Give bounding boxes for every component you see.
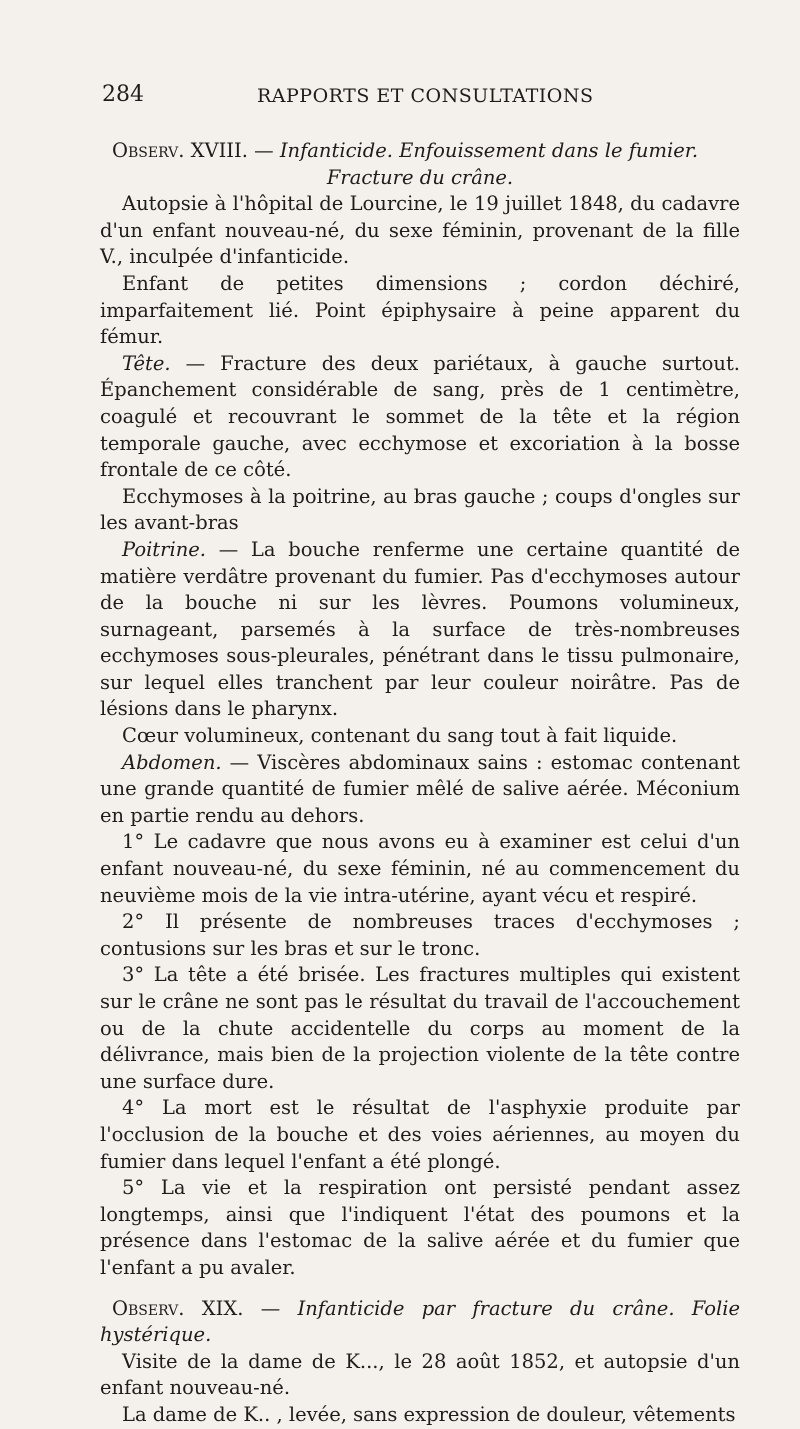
section-text-abdomen: — Viscères abdominaux sains : estomac contenant une grande quantité de fumier mêlé de salive aérée. Méconium en partie rendu au dehors. — [100, 750, 740, 827]
observation-18-heading — [100, 138, 740, 165]
conclusion-5: 5° La vie et la respiration ont persisté pendant assez longtemps, ainsi que l'indiquent l'état des poumons et la présence dans l'estomac de la salive aérée et du fumier que l'enfant a pu avaler. — [100, 1176, 740, 1279]
heading-separator: — — [260, 1296, 281, 1320]
observation-label: Observ. — [112, 1296, 185, 1320]
conclusion-2: 2° Il présente de nombreuses traces d'ecchymoses ; contusions sur les bras et sur le tronc. — [100, 910, 740, 960]
section-label-poitrine: Poitrine. — [122, 537, 206, 561]
paragraph-coeur: Cœur volumineux, contenant du sang tout à fait liquide. — [122, 724, 678, 748]
paragraph-tete — [100, 351, 740, 484]
paragraph-abdomen — [100, 750, 740, 830]
paragraph-enfant: Enfant de petites dimensions ; cordon déchiré, imparfaitement lié. Point épiphysaire à peine apparent du fémur. — [100, 271, 740, 349]
observation-title: Infanticide par fracture du crâne. Folie hystérique. — [100, 1296, 741, 1347]
observation-number: XIX. — [201, 1296, 244, 1320]
conclusion-3: 3° La tête a été brisée. Les fractures multiples qui existent sur le crâne ne sont pas le résultat du travail de l'accouchement ou de la chute accidentelle du corps au moment de la délivrance, mais bien de la projection violente de la tête contre une surface dure. — [100, 963, 740, 1093]
section-gap — [100, 1282, 740, 1296]
paragraph-poitrine — [100, 537, 740, 723]
observation-19-heading — [100, 1296, 740, 1349]
paragraph-ecchymoses: Ecchymoses à la poitrine, au bras gauche ; coups d'ongles sur les avant-bras — [100, 484, 740, 535]
section-text-poitrine: — La bouche renferme une certaine quantité de matière verdâtre provenant du fumier. Pas d'ecchymoses autour de la bouche ni sur les lèvres. Poumons volumineux, surnageant, parsemés à la surface de très-nombreuses ecchymoses sous-pleurales, pénétrant dans le tissu pulmonaire, sur lequel elles tranchent par leur couleur noirâtre. Pas de lésions dans le pharynx. — [100, 537, 741, 721]
paragraph-autopsie: Autopsie à l'hôpital de Lourcine, le 19 juillet 1848, du cadavre d'un enfant nouveau-né, du sexe féminin, provenant de la fille V., inculpée d'infanticide. — [100, 192, 740, 269]
conclusion-4: 4° La mort est le résultat de l'asphyxie produite par l'occlusion de la bouche et des voies aériennes, au moyen du fumier dans lequel l'enfant a été plongé. — [100, 1096, 740, 1173]
section-label-tete: Tête. — [122, 351, 171, 375]
paragraph-dame: La dame de K.. , levée, sans expression de douleur, vêtements — [122, 1402, 736, 1426]
page-number: 284 — [102, 82, 144, 107]
observation-18-subtitle: Fracture du crâne. — [326, 165, 514, 189]
section-text-tete: — Fracture des deux pariétaux, à gauche surtout. Épanchement considérable de sang, près de 1 centimètre, coagulé et recouvrant le sommet de la tête et la région temporale gauche, avec ecchymose et excoriation à la bosse frontale de ce côté. — [100, 351, 740, 482]
page-header — [0, 82, 800, 112]
observation-label: Observ. — [112, 139, 185, 162]
heading-separator: — — [254, 139, 274, 162]
paragraph-visite: Visite de la dame de K..., le 28 août 1852, et autopsie d'un enfant nouveau-né. — [100, 1349, 740, 1400]
section-label-abdomen: Abdomen. — [122, 750, 222, 774]
running-title: RAPPORTS ET CONSULTATIONS — [257, 85, 594, 107]
conclusion-1: 1° Le cadavre que nous avons eu à examiner est celui d'un enfant nouveau-né, du sexe féminin, né au commencement du neuvième mois de la vie intra-utérine, ayant vécu et respiré. — [100, 830, 740, 907]
observation-title: Infanticide. Enfouissement dans le fumier. — [279, 139, 699, 162]
observation-number: XVIII. — [190, 139, 248, 162]
page-body — [100, 138, 740, 1429]
